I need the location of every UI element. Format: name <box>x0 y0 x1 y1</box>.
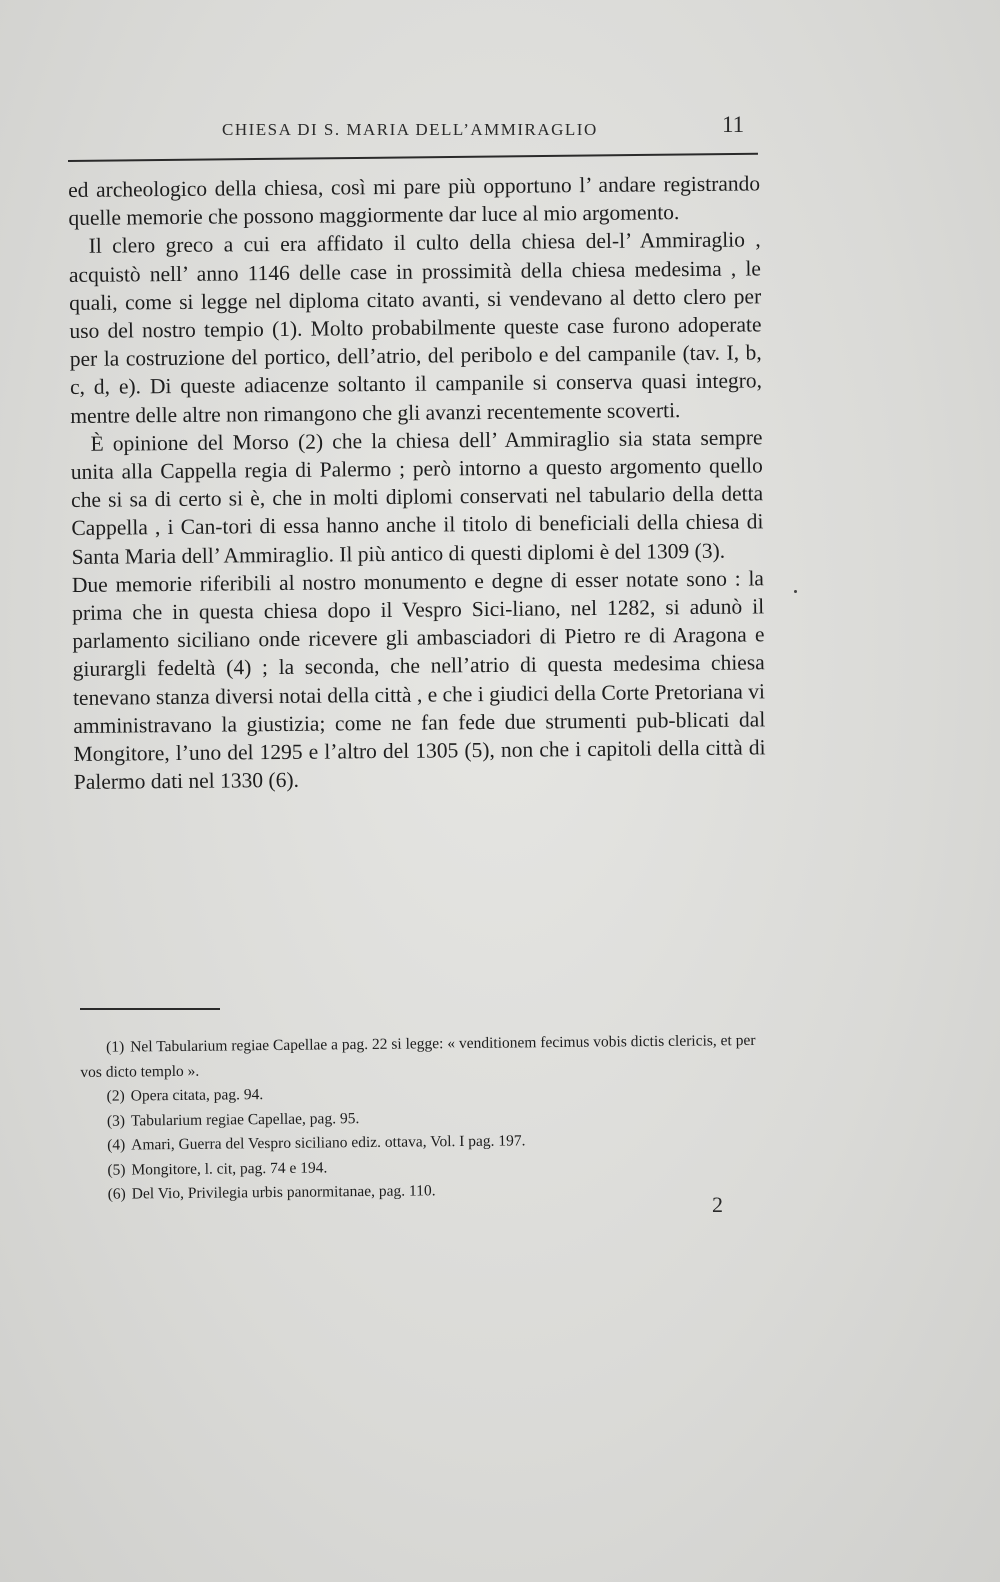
print-speck <box>794 590 797 593</box>
footnote-1 <box>80 1029 780 1085</box>
footnote-number: (3) <box>106 1112 126 1130</box>
page-number: 11 <box>722 112 745 137</box>
footnote-rule <box>80 1008 220 1010</box>
paragraph-2: Il clero greco a cui era affidato il culto della chiesa del-l’ Ammiraglio , acquistò nell’ anno 1146 delle case in prossimità della chiesa medesima , le quali, come si legge nel diploma citato avanti, si vendevano al detto clero per uso del nostro tempio (1). Molto probabilmente queste case furono adoperate per la costruzione del portico, dell’atrio, del peribolo e del campanile (tav. I, b, c, d, e). Di queste adiacenze soltanto il campanile si conserva quasi integro, mentre delle altre non rimangono che gli avanzi recentemente scoverti. <box>68 227 763 428</box>
footnote-text: Mongitore, l. cit, pag. 74 e 194. <box>131 1158 328 1178</box>
footnote-number: (6) <box>107 1185 126 1203</box>
footnote-text: Nel Tabularium regiae Capellae a pag. 22 si legge: « venditionem fecimus vobis dictis clericis, et per vos dicto templo ». <box>80 1031 756 1081</box>
footnote-number: (2) <box>106 1087 125 1105</box>
footnote-text: Opera citata, pag. 94. <box>130 1086 264 1105</box>
footnote-text: Tabularium regiae Capellae, pag. 95. <box>130 1109 360 1129</box>
signature-mark: 2 <box>712 1192 723 1217</box>
footnotes <box>80 1029 782 1208</box>
running-head: CHIESA DI S. MARIA DELL’AMMIRAGLIO <box>222 120 598 139</box>
footnote-text: Amari, Guerra del Vespro siciliano ediz. ottava, Vol. I pag. 197. <box>131 1132 526 1154</box>
body-text <box>68 169 766 796</box>
paragraph-1: ed archeologico della chiesa, così mi pare più opportuno l’ andare registrando quelle memorie che possono maggiormente dar luce al mio argomento. <box>68 171 761 231</box>
footnote-number: (4) <box>107 1136 126 1154</box>
footnote-text: Del Vio, Privilegia urbis panormitanae, pag. 110. <box>131 1182 436 1203</box>
paragraph-4: Due memorie riferibili al nostro monumento e degne di esser notate sono : la prima che in questa chiesa dopo il Vespro Sici-liano, nel 1282, si adunò il parlamento siciliano onde ricevere gli ambasciadori di Pietro re di Aragona e giurargli fedeltà (4) ; la seconda, che nell’atrio di questa medesima chiesa tenevano stanza diversi notai della città , e che i giudici della Corte Pretoriana vi amministravano la giustizia; come ne fan fede due strumenti pub-blicati dal Mongitore, l’uno del 1295 e l’altro del 1305 (5), non che i capitoli della città di Palermo dati nel 1330 (6). <box>71 566 766 795</box>
paragraph-3: È opinione del Morso (2) che la chiesa dell’ Ammiraglio sia stata sempre unita alla Cappella regia di Palermo ; però intorno a questo argomento quello che si sa di certo si è, che in molti diplomi conservati nel tabulario della detta Cappella , i Can-tori di essa hanno anche il titolo di beneficiali della chiesa di Santa Maria dell’ Ammiraglio. Il più antico di questi diplomi è del 1309 (3). <box>70 425 764 569</box>
header-rule <box>68 153 758 162</box>
footnote-number: (1) <box>106 1038 125 1056</box>
footnote-number: (5) <box>107 1161 126 1179</box>
